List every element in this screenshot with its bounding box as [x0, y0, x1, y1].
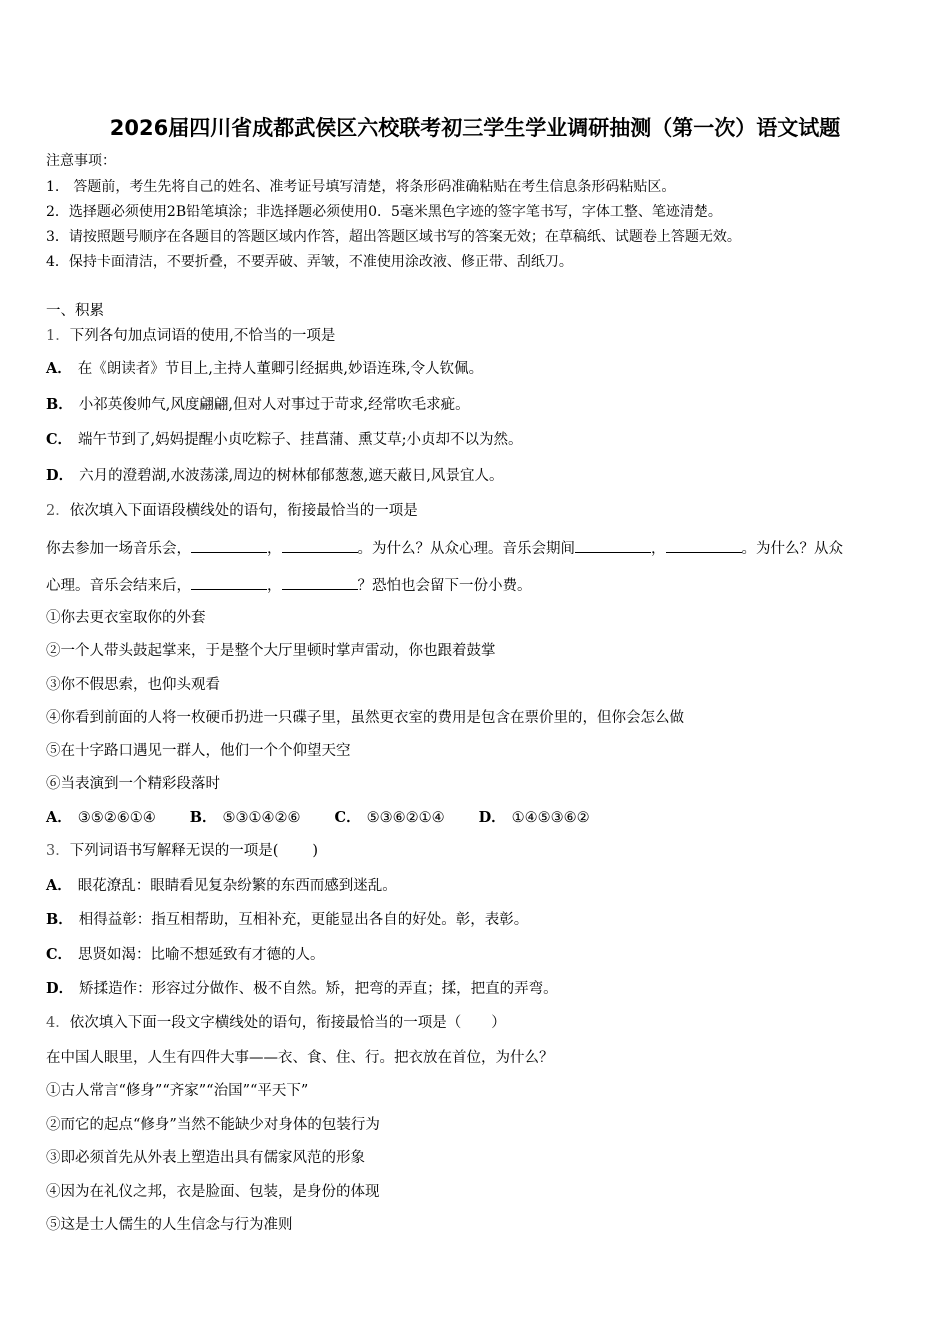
fill-blank: [282, 575, 358, 590]
passage-text: 在中国人眼里，人生有四件大事——衣、食、住、行。把衣放在首位，为什么？: [46, 1050, 554, 1066]
passage-line-2: [46, 575, 532, 595]
question-text-close: ): [312, 843, 319, 859]
sentence-item: ③你不假思索，也仰头观看: [46, 677, 220, 693]
option-text: 小祁英俊帅气,风度翩翩,但对人对事过于苛求,经常吹毛求疵。: [78, 397, 470, 413]
passage-text: ，: [267, 541, 282, 557]
passage-text: ，: [267, 578, 282, 594]
fill-blank: [666, 538, 742, 553]
option-letter: D．: [46, 980, 74, 997]
passage-text: 你去参加一场音乐会，: [46, 541, 191, 557]
option-text: 眼花潦乱：眼睛看见复杂纷繁的东西而感到迷乱。: [77, 878, 397, 894]
option-d: [46, 980, 558, 998]
sentence-item: ④你看到前面的人将一枚硬币扔进一只碟子里，虽然更衣室的费用是包含在票价里的，但你会怎么做: [46, 710, 684, 726]
option-c: [46, 946, 325, 964]
option-d: [46, 467, 504, 485]
option-letter: D．: [46, 467, 74, 484]
question-number: 3．: [46, 843, 70, 859]
option-letter: C．: [46, 946, 73, 963]
fill-blank: [575, 538, 651, 553]
question-text: 下列各句加点词语的使用,不恰当的一项是: [69, 328, 336, 344]
option-text: 端午节到了,妈妈提醒小贞吃粽子、挂菖蒲、熏艾草;小贞却不以为然。: [78, 432, 523, 448]
option-letter: B．: [189, 809, 217, 826]
exam-title: 2026届四川省成都武侯区六校联考初三学生学业调研抽测（第一次）语文试题: [109, 116, 841, 140]
question-text: 下列词语书写解释无误的一项是(: [69, 843, 279, 859]
sentence-item: ②一个人带头鼓起掌来，于是整个大厅里顿时掌声雷动，你也跟着鼓掌: [46, 643, 496, 659]
question-text-close: ）: [491, 1015, 506, 1031]
option-text: ⑤③⑥②①④: [366, 810, 445, 826]
option-letter: A．: [46, 877, 72, 894]
option-letter: A．: [46, 360, 72, 377]
question-text: 依次填入下面语段横线处的语句，衔接最恰当的一项是: [69, 503, 418, 519]
sentence-item: ③即必须首先从外表上塑造出具有儒家风范的形象: [46, 1150, 365, 1166]
answer-choices: [46, 809, 624, 827]
notice-heading: 注意事项：: [46, 153, 116, 169]
passage-text: 。为什么？从众心理。音乐会期间: [357, 541, 575, 557]
notice-item: 2．选择题必须使用2B铅笔填涂；非选择题必须使用0．5毫米黑色字迹的签字笔书写，字体工整、笔迹清楚。: [46, 204, 722, 220]
sentence-item: ⑥当表演到一个精彩段落时: [46, 776, 220, 792]
option-text: 相得益彰：指互相帮助，互相补充，更能显出各自的好处。彰，表彰。: [78, 912, 529, 928]
passage-text: 心理。音乐会结来后，: [46, 578, 191, 594]
option-text: 思贤如渴：比喻不想延致有才德的人。: [78, 947, 325, 963]
sentence-item: ①古人常言“修身”“齐家”“治国”“平天下”: [46, 1083, 309, 1099]
option-a: [46, 877, 397, 895]
passage-line-1: [46, 538, 843, 558]
question-number: 1．: [46, 328, 70, 344]
option-letter: B．: [46, 911, 73, 928]
option-letter: D．: [478, 809, 506, 826]
fill-blank: [191, 575, 267, 590]
sentence-item: ⑤在十字路口遇见一群人，他们一个个仰望天空: [46, 743, 351, 759]
question-stem: [46, 502, 418, 520]
choice-b: [190, 809, 301, 827]
option-text: 六月的澄碧湖,水波荡漾,周边的树林郁郁葱葱,遮天蔽日,风景宜人。: [79, 468, 504, 484]
option-text: ①④⑤③⑥②: [511, 810, 590, 826]
choice-a: [46, 809, 156, 827]
sentence-item: ⑤这是士人儒生的人生信念与行为准则: [46, 1217, 293, 1233]
option-letter: C．: [334, 809, 361, 826]
option-letter: B．: [46, 396, 73, 413]
option-b: [46, 396, 470, 414]
option-text: 矫揉造作：形容过分做作、极不自然。矫，把弯的弄直；揉，把直的弄弯。: [79, 981, 558, 997]
option-letter: C．: [46, 431, 73, 448]
fill-blank: [191, 538, 267, 553]
notice-item: 3．请按照题号顺序在各题目的答题区域内作答，超出答题区域书写的答案无效；在草稿纸、试题卷上答题无效。: [46, 229, 741, 245]
question-number: 2．: [46, 503, 70, 519]
option-a: [46, 360, 483, 378]
question-stem: [46, 1014, 506, 1032]
option-text: ③⑤②⑥①④: [77, 810, 156, 826]
option-text: ⑤③①④②⑥: [222, 810, 301, 826]
passage-text: ？恐怕也会留下一份小费。: [357, 578, 532, 594]
option-text: 在《朗读者》节目上,主持人董卿引经据典,妙语连珠,令人钦佩。: [77, 361, 484, 377]
question-stem: [46, 842, 318, 860]
question-text: 依次填入下面一段文字横线处的语句，衔接最恰当的一项是（: [69, 1015, 462, 1031]
sentence-item: ①你去更衣室取你的外套: [46, 610, 206, 626]
sentence-item: ④因为在礼仪之邦，衣是脸面、包装，是身份的体现: [46, 1184, 380, 1200]
notice-item: 1. 答题前，考生先将自己的姓名、准考证号填写清楚，将条形码准确粘贴在考生信息条形码粘贴区。: [46, 179, 676, 195]
option-letter: A．: [46, 809, 72, 826]
fill-blank: [282, 538, 358, 553]
section-heading: 一、积累: [46, 303, 104, 319]
question-stem: [46, 327, 335, 345]
option-c: [46, 431, 523, 449]
choice-c: [335, 809, 445, 827]
passage-text: ，: [651, 541, 666, 557]
passage-text: 。为什么？从众: [741, 541, 843, 557]
option-b: [46, 911, 528, 929]
choice-d: [479, 809, 590, 827]
notice-item: 4．保持卡面清洁，不要折叠，不要弄破、弄皱，不准使用涂改液、修正带、刮纸刀。: [46, 254, 573, 270]
question-number: 4．: [46, 1015, 70, 1031]
sentence-item: ②而它的起点“修身”当然不能缺少对身体的包装行为: [46, 1117, 380, 1133]
